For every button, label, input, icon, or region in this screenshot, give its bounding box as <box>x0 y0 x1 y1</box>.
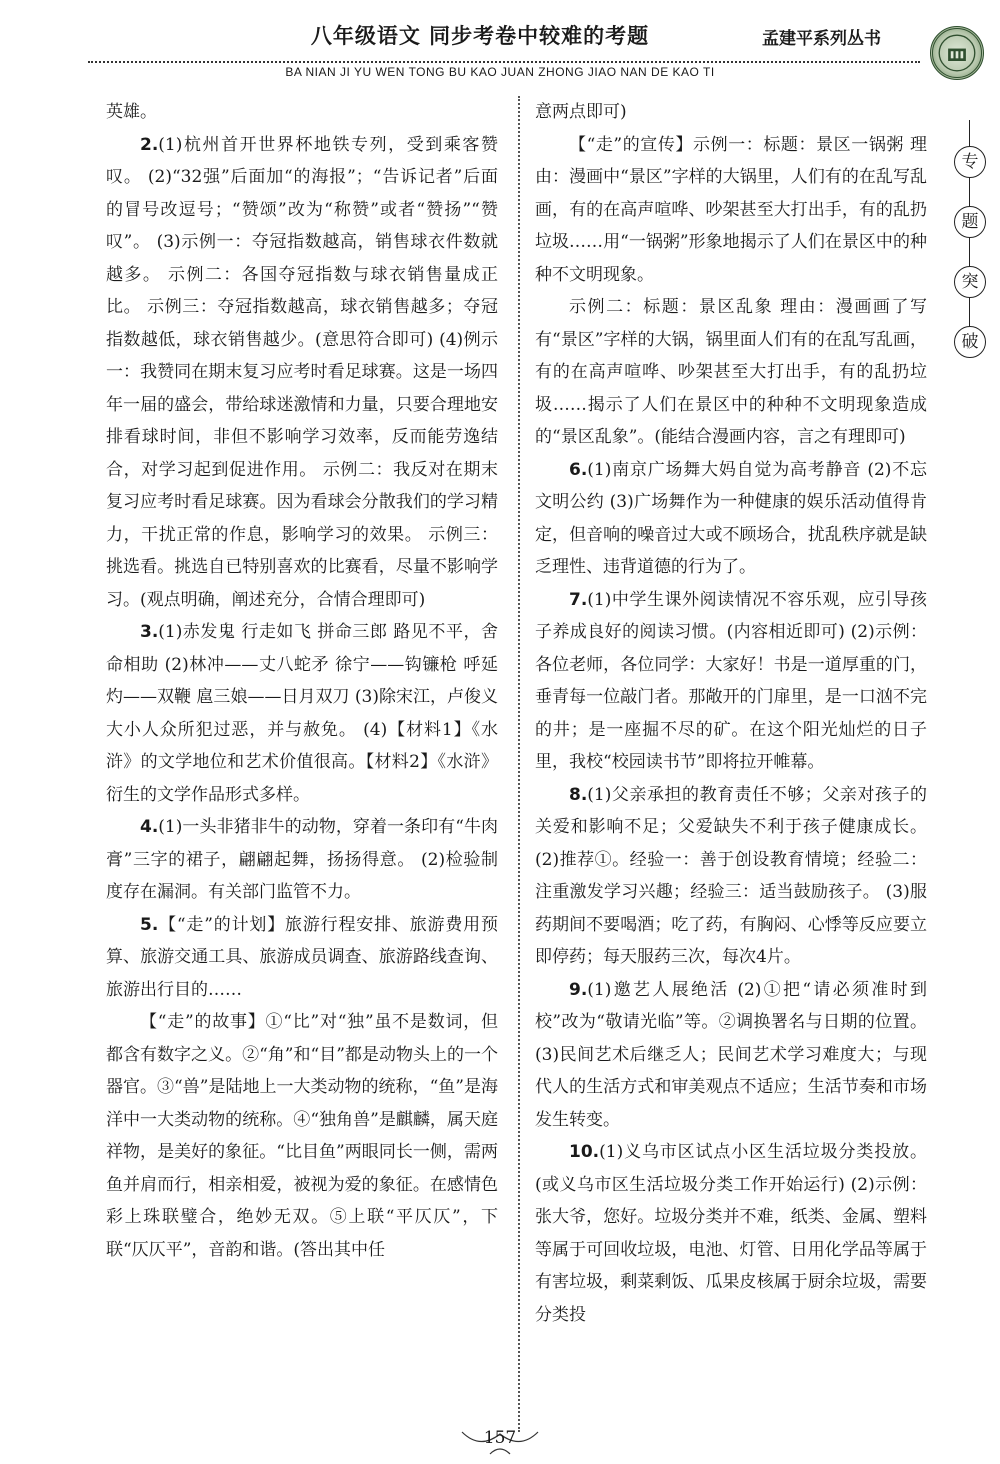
question-number: 2. <box>140 134 159 155</box>
answer-paragraph <box>106 909 498 1007</box>
answer-paragraph <box>535 1136 927 1331</box>
page-number: 157 <box>483 1428 517 1448</box>
side-tab-2: 题 <box>954 206 986 238</box>
answer-text: (1)义乌市区试点小区生活垃圾分类投放。(或义乌市区生活垃圾分类工作开始运行) (2)示例：张大爷，您好。垃圾分类并不难，纸类、金属、塑料等属于可回收垃圾，电池、灯管、日用化学品等属于有害垃圾，剩菜剩饭、瓜果皮核属于厨余垃圾，需要分类投 <box>535 1142 927 1325</box>
answer-paragraph <box>535 291 927 454</box>
header-dotted-rule <box>88 61 920 63</box>
question-number: 5. <box>140 914 159 935</box>
answer-paragraph <box>106 96 498 129</box>
question-number: 10. <box>569 1142 600 1162</box>
side-tab-3: 突 <box>954 266 986 298</box>
book-title: 八年级语文 同步考卷中较难的考题 <box>310 23 650 48</box>
answer-paragraph <box>535 779 927 974</box>
question-number: 7. <box>569 589 588 610</box>
series-logo-icon <box>930 26 984 80</box>
answer-text: (1)南京广场舞大妈自觉为高考静音 (2)不忘文明公约 (3)广场舞作为一种健康的娱乐活动值得肯定，但音响的噪音过大或不顾场合，扰乱秩序就是缺乏理性、违背道德的行为了。 <box>535 459 927 577</box>
answer-text: (1)中学生课外阅读情况不容乐观，应引导孩子养成良好的阅读习惯。(内容相近即可) (2)示例：各位老师，各位同学：大家好！书是一道厚重的门，垂青每一位敲门者。那敞开的门扉里，是一口汹不完的井；是一座掘不尽的矿。在这个阳光灿烂的日子里，我校“校园读书节”即将拉开帷幕。 <box>535 589 927 772</box>
question-number: 8. <box>569 784 588 805</box>
answer-text: 【“走”的宣传】示例一：标题：景区一锅粥 理由：漫画中“景区”字样的大锅里，人们有的在乱写乱画，有的在高声喧哗、吵架甚至大打出手，有的乱扔垃圾……用“一锅粥”形象地揭示了人们在景区中的种种不文明现象。 <box>535 134 927 285</box>
right-column <box>535 96 927 1331</box>
answer-text: 示例二：标题：景区乱象 理由：漫画画了写有“景区”字样的大锅，锅里面人们有的在乱写乱画，有的在高声喧哗、吵架甚至大打出手，有的乱扔垃圾……揭示了人们在景区中的种种不文明现象造成的“景区乱象”。(能结合漫画内容，言之有理即可) <box>535 297 927 447</box>
answer-text: (1)一头非猪非牛的动物，穿着一条印有“牛肉膏”三字的裙子，翩翩起舞，扬扬得意。 (2)检验制度存在漏洞。有关部门监管不力。 <box>106 817 498 902</box>
answer-paragraph <box>106 616 498 811</box>
answer-paragraph <box>535 129 927 292</box>
answer-paragraph <box>535 96 927 129</box>
answer-text: (1)邀艺人展绝活 (2)①把“请必须准时到校”改为“敬请光临”等。②调换署名与日期的位置。 (3)民间艺术后继乏人；民间艺术学习难度大；与现代人的生活方式和审美观点不适应；生活节奏和市场发生转变。 <box>535 979 927 1130</box>
side-tabs <box>952 146 988 386</box>
answer-paragraph <box>535 974 927 1137</box>
side-tab-4: 破 <box>954 326 986 358</box>
question-number: 4. <box>140 817 159 837</box>
answer-text: (1)父亲承担的教育责任不够；父亲对孩子的关爱和影响不足；父爱缺失不利于孩子健康成长。 (2)推荐①。经验一：善于创设教育情境；经验二：注重激发学习兴趣；经验三：适当鼓励孩子。 (3)服药期间不要喝酒；吃了药，有胸闷、心悸等反应要立即停药；每天服药三次，每次4片。 <box>535 784 927 967</box>
series-name: 孟建平系列丛书 <box>762 29 881 49</box>
side-tab-1: 专 <box>954 146 986 178</box>
question-number: 3. <box>140 622 159 642</box>
answer-text: 意两点即可) <box>535 102 627 122</box>
title-pinyin: BA NIAN JI YU WEN TONG BU KAO JUAN ZHONG JIAO NAN DE KAO TI <box>285 65 715 79</box>
answer-paragraph <box>106 129 498 617</box>
question-number: 6. <box>569 459 588 480</box>
answer-text: (1)杭州首开世界杯地铁专列，受到乘客赞叹。 (2)“32强”后面加“的海报”；“告诉记者”后面的冒号改逗号；“赞颂”改为“称赞”或者“赞扬”“赞叹”。 (3)示例一：夺冠指数越高，销售球衣件数就越多。 示例二：各国夺冠指数与球衣销售量成正比。 示例三：夺冠指数越高，球衣销售越多；夺冠指数越低，球衣销售越少。(意思符合即可) (4)例示一：我赞同在期末复习应考时看足球赛。这是一场四年一届的盛会，带给球迷激情和力量，只要合理地安排看球时间，非但不影响学习效率，反而能劳逸结合，对学习起到促进作用。 示例二：我反对在期末复习应考时看足球赛。因为看球会分散我们的学习精力，干扰正常的作息，影响学习的效果。 示例三：挑选看。挑选自已特别喜欢的比赛看，尽量不影响学习。(观点明确，阐述充分，合情合理即可) <box>106 134 498 610</box>
answer-text: (1)赤发鬼 行走如飞 拼命三郎 路见不平，舍命相助 (2)林冲——丈八蛇矛 徐宁——钩镰枪 呼延灼——双鞭 扈三娘——日月双刀 (3)除宋江，卢俊义大小人众所犯过恶，并与赦免。 (4)【材料1】《水浒》的文学地位和艺术价值很高。【材料2】《水浒》衍生的文学作品形式多样。 <box>106 622 498 805</box>
answer-paragraph <box>106 1006 498 1266</box>
column-divider <box>518 96 520 1432</box>
answer-text: 【“走”的故事】①“比”对“独”虽不是数词，但都含有数字之义。②“角”和“目”都是动物头上的一个器官。③“兽”是陆地上一大类动物的统称，“鱼”是海洋中一大类动物的统称。④“独角兽”是麒麟，属天庭祥物，是美好的象征。“比目鱼”两眼同长一侧，需两鱼并肩而行，相亲相爱，被视为爱的象征。在感情色彩上珠联璧合，绝妙无双。⑤上联“平仄仄”，下联“仄仄平”，音韵和谐。(答出其中任 <box>106 1012 498 1260</box>
answer-paragraph <box>535 584 927 779</box>
answer-paragraph <box>535 454 927 584</box>
answer-text: 【“走”的计划】旅游行程安排、旅游费用预算、旅游交通工具、旅游成员调查、旅游路线查询、旅游出行目的…… <box>106 914 498 1000</box>
answer-text: 英雄。 <box>106 102 157 122</box>
answer-paragraph <box>106 811 498 909</box>
question-number: 9. <box>569 979 588 1000</box>
left-column <box>106 96 498 1266</box>
